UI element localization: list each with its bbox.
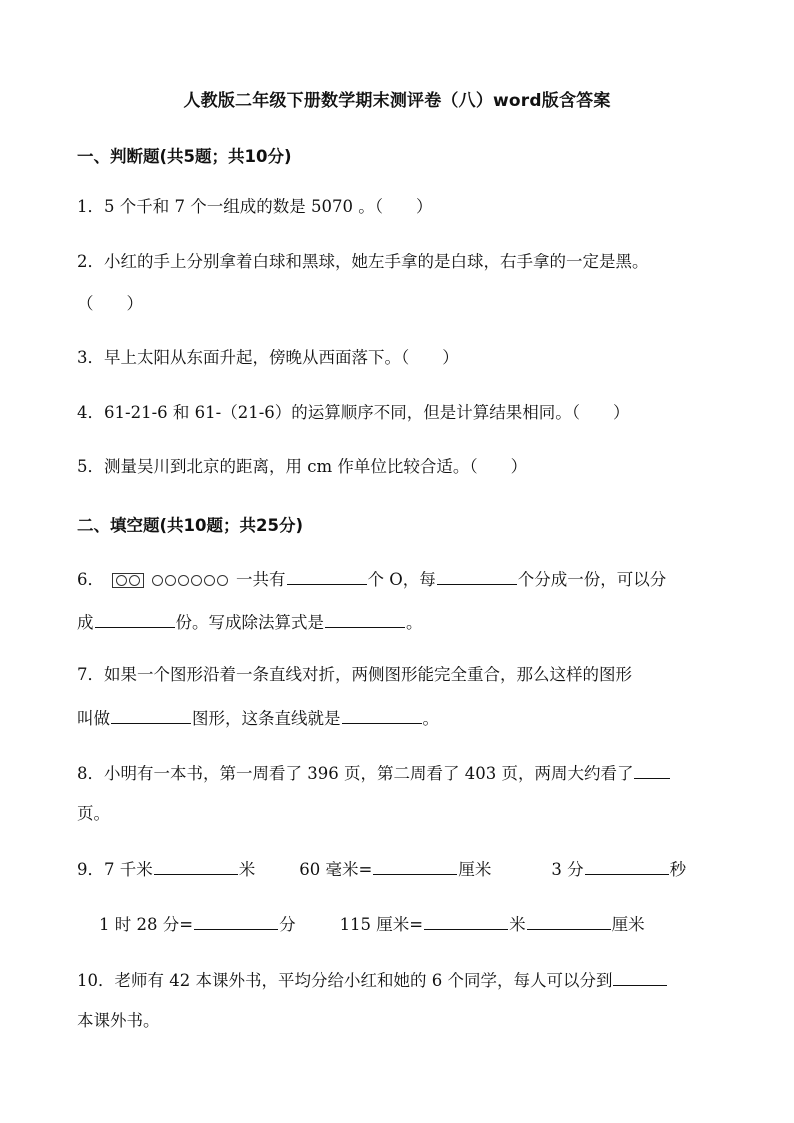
question-9-text-d1: 1 时 28 分= (99, 915, 194, 934)
question-7-text-b: 图形，这条直线就是 (192, 709, 341, 728)
question-6-text-b: 个 O，每 (367, 570, 436, 589)
question-9-text-b1: 60 毫米= (299, 860, 373, 879)
question-6-text-d: 成 (77, 613, 94, 632)
question-6-text-a: 一共有 (236, 570, 286, 589)
answer-blank[interactable] (527, 911, 611, 930)
answer-blank[interactable] (634, 760, 670, 779)
answer-blank[interactable] (154, 856, 238, 875)
question-9-text-a1: 9．7 千米 (77, 860, 153, 879)
section-heading-fill-blank: 二、填空题(共10题；共25分) (77, 516, 304, 535)
question-9-line-1 (77, 856, 727, 882)
question-9-text-e2: 米 (509, 915, 526, 934)
answer-blank[interactable] (111, 705, 191, 724)
question-9-text-e1: 115 厘米= (339, 915, 424, 934)
circle-icon (116, 575, 127, 586)
question-6-text-f: 。 (406, 613, 423, 632)
question-8-text: 8．小明有一本书，第一周看了 396 页，第二周看了 403 页，两周大约看了 (77, 764, 634, 783)
question-1: 1．5 个千和 7 个一组成的数是 5070 。（ ） (77, 197, 433, 216)
question-6-line-1 (77, 566, 727, 592)
section-heading-judgment: 一、判断题(共5题；共10分) (77, 147, 292, 166)
question-5: 5．测量吴川到北京的距离，用 cm 作单位比较合适。（ ） (77, 457, 528, 476)
question-9-text-e3: 厘米 (611, 915, 645, 934)
question-9-text-a2: 米 (238, 860, 256, 879)
question-8-line-1 (77, 760, 727, 786)
question-9-line-2 (99, 911, 749, 937)
question-7-line-1: 7．如果一个图形沿着一条直线对折，两侧图形能完全重合，那么这样的图形 (77, 665, 632, 684)
answer-blank[interactable] (437, 566, 517, 585)
circle-icon (217, 575, 228, 586)
question-2-line-1: 2．小红的手上分别拿着白球和黑球，她左手拿的是白球，右手拿的一定是黑。 (77, 252, 649, 271)
answer-blank[interactable] (287, 566, 367, 585)
question-10-text: 10．老师有 42 本课外书，平均分给小红和她的 6 个同学，每人可以分到 (77, 971, 613, 990)
question-8-line-2: 页。 (77, 804, 110, 823)
answer-blank[interactable] (95, 609, 175, 628)
grouped-circles-box (112, 573, 144, 588)
circle-icon (165, 575, 176, 586)
question-2-line-2: （ ） (77, 294, 143, 313)
question-6-text-e: 份。写成除法算式是 (175, 613, 324, 632)
answer-blank[interactable] (342, 705, 422, 724)
question-6-line-2 (77, 609, 727, 635)
question-9-text-c2: 秒 (669, 860, 687, 879)
question-7-line-2 (77, 705, 727, 731)
page-title: 人教版二年级下册数学期末测评卷（八）word版含答案 (183, 91, 611, 111)
circle-icon (152, 575, 163, 586)
answer-blank[interactable] (424, 911, 508, 930)
circle-icon (178, 575, 189, 586)
question-4: 4．61-21-6 和 61-（21-6）的运算顺序不同，但是计算结果相同。（ ） (77, 403, 630, 422)
question-9-text-c1: 3 分 (551, 860, 584, 879)
circles-figure (112, 573, 228, 588)
question-3: 3．早上太阳从东面升起，傍晚从西面落下。（ ） (77, 348, 459, 367)
question-10-line-1 (77, 967, 727, 993)
circle-icon (204, 575, 215, 586)
answer-blank[interactable] (585, 856, 669, 875)
answer-blank[interactable] (373, 856, 457, 875)
answer-blank[interactable] (194, 911, 278, 930)
question-9-text-d2: 分 (279, 915, 296, 934)
circle-icon (191, 575, 202, 586)
question-10-line-2: 本课外书。 (77, 1011, 160, 1030)
question-7-text-a: 叫做 (77, 709, 110, 728)
answer-blank[interactable] (325, 609, 405, 628)
answer-blank[interactable] (613, 967, 667, 986)
question-7-text-c: 。 (422, 709, 439, 728)
question-6-text-c: 个分成一份，可以分 (517, 570, 667, 589)
question-9-text-b2: 厘米 (458, 860, 492, 879)
circle-icon (129, 575, 140, 586)
question-6-number: 6． (77, 570, 104, 589)
